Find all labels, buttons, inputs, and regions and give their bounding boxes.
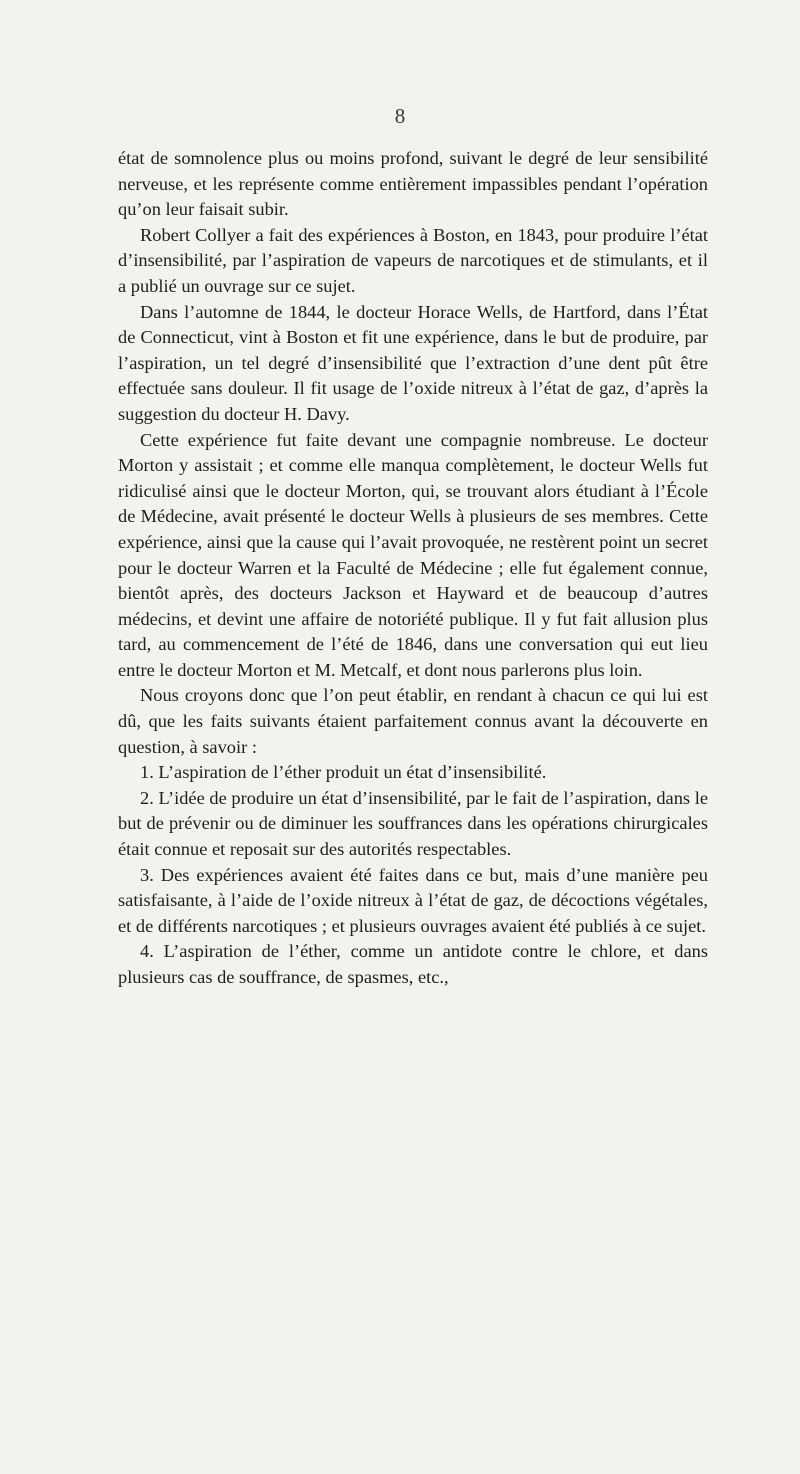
body-text: [118, 146, 708, 991]
list-item-4: 4. L’aspiration de l’éther, comme un antidote contre le chlore, et dans plusieurs cas de souffrance, de spasmes, etc.,: [118, 941, 708, 987]
page-number: 8: [394, 104, 406, 128]
paragraph-conclusion: Nous croyons donc que l’on peut établir, en rendant à chacun ce qui lui est dû, que les faits suivants étaient parfaitement connus avant la découverte en question, à savoir :: [118, 685, 708, 757]
paragraph-experience: Cette expérience fut faite devant une compagnie nombreuse. Le docteur Morton y assistait ; et comme elle manqua complètement, le docteur Wells fut ridiculisé ainsi que le docteur Morton, qui, se trouvant alors étudiant à l’École de Médecine, avait présenté le docteur Wells à plusieurs de ses membres. Cette expérience, ainsi que la cause qui l’avait provoquée, ne restèrent point un secret pour le docteur Warren et la Faculté de Médecine ; elle fut également connue, bientôt après, des docteurs Jackson et Hayward et de beaucoup d’autres médecins, et devint une affaire de notoriété publique. Il y fut fait allusion plus tard, au commencement de l’été de 1846, dans une conversation qui eut lieu entre le docteur Morton et M. Metcalf, et dont nous parlerons plus loin.: [118, 429, 708, 680]
paragraph-continuation: état de somnolence plus ou moins profond, suivant le degré de leur sensibilité nerveuse, et les représente comme entièrement impassibles pendant l’opération qu’on leur faisait subir.: [118, 148, 708, 220]
list-item-1: 1. L’aspiration de l’éther produit un état d’insensibilité.: [140, 762, 547, 783]
paragraph-wells: Dans l’automne de 1844, le docteur Horace Wells, de Hartford, dans l’État de Connecticut, vint à Boston et fit une expérience, dans le but de produire, par l’aspiration, un tel degré d’insensibilité que l’extraction d’une dent pût être effectuée sans douleur. Il fit usage de l’oxide nitreux à l’état de gaz, d’après la suggestion du docteur H. Davy.: [118, 301, 708, 424]
list-item-3: 3. Des expériences avaient été faites dans ce but, mais d’une manière peu satisfaisante, à l’aide de l’oxide nitreux à l’état de gaz, de décoctions végétales, et de différents narcotiques ; et plusieurs ouvrages avaient été publiés à ce sujet.: [118, 864, 708, 936]
paragraph-collyer: Robert Collyer a fait des expériences à Boston, en 1843, pour produire l’état d’insensibilité, par l’aspiration de vapeurs de narcotiques et de stimulants, et il a publié un ouvrage sur ce sujet.: [118, 224, 708, 296]
list-item-2: 2. L’idée de produire un état d’insensibilité, par le fait de l’aspiration, dans le but de prévenir ou de diminuer les souffrances dans les opérations chirurgicales était connue et reposait sur des autorités respectables.: [118, 787, 708, 860]
